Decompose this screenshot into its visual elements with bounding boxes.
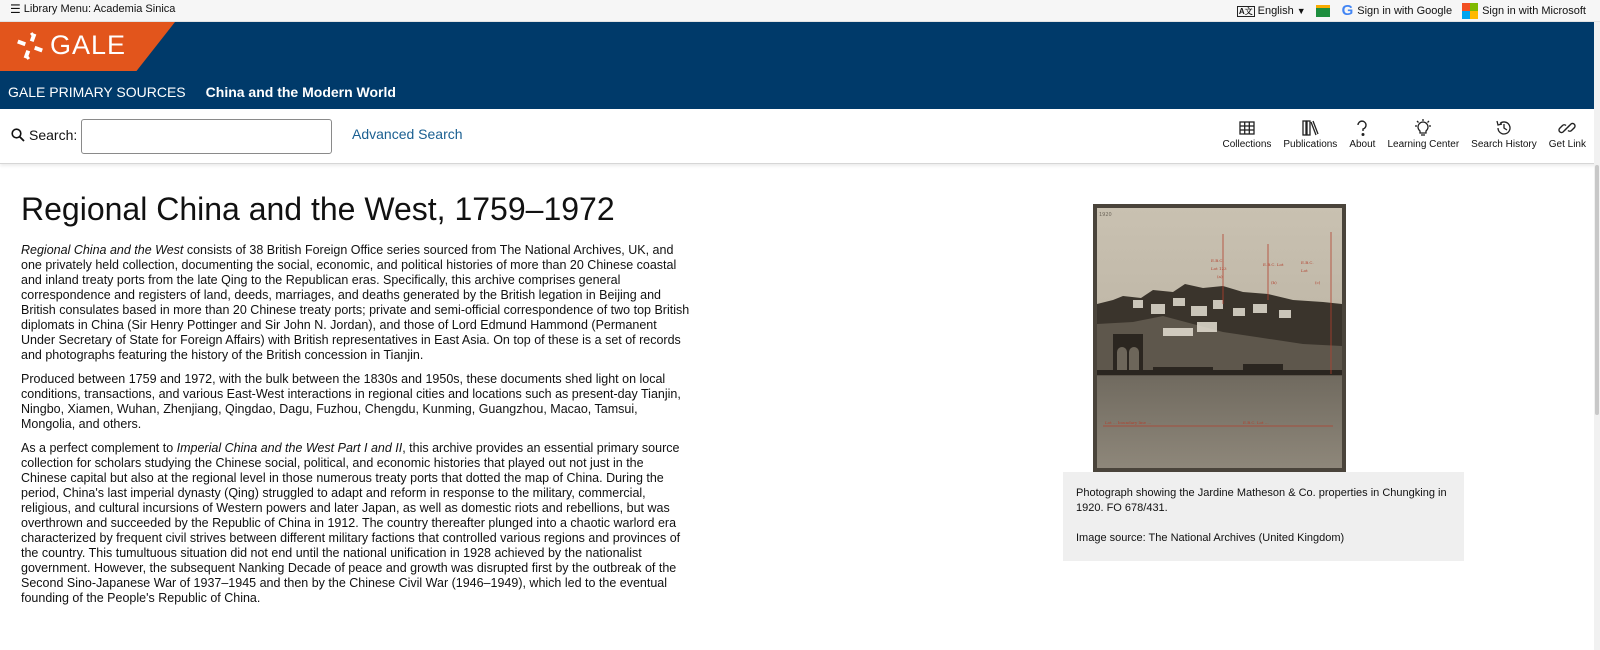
tool-label: Search History <box>1471 139 1537 150</box>
search-label <box>11 127 77 143</box>
svg-text:Lot: Lot <box>1301 268 1308 273</box>
books-icon <box>1300 118 1320 138</box>
svg-text:E.B.C. Lot: E.B.C. Lot <box>1263 262 1284 267</box>
svg-text:E.B.C.: E.B.C. <box>1211 258 1224 263</box>
tool-about[interactable] <box>1349 118 1375 150</box>
paragraph-3-lead: As a perfect complement to <box>21 441 177 455</box>
paragraph-3 <box>21 441 691 606</box>
gale-wordmark: GALE <box>50 30 127 60</box>
library-menu-label: Library Menu: Academia Sinica <box>23 3 176 15</box>
scrollbar-thumb[interactable] <box>1595 165 1599 415</box>
paragraph-2: Produced between 1759 and 1972, with the bulk between the 1830s and 1950s, these documents shed light on local conditions, transactions, and various East-West interactions in regional cities and locations such as present-day Tianjin, Ningbo, Xiamen, Wuhan, Zhenjiang, Qingdao, Dagu, Fuzhou, Chengdu, Kunming, Guangzhou, Macao, Tamsui, Mongolia, and others. <box>21 372 681 431</box>
collection-description <box>21 243 691 615</box>
tool-collections[interactable] <box>1222 118 1271 150</box>
archival-photograph[interactable] <box>1093 204 1346 472</box>
hamburger-icon: ☰ <box>10 2 21 16</box>
google-sign-in-label: Sign in with Google <box>1357 5 1453 17</box>
advanced-search-link[interactable]: Advanced Search <box>352 126 463 142</box>
header-nav <box>8 84 396 100</box>
paragraph-3-text: , this archive provides an essential primary source collection for scholars studying the Chinese social, political, and economic histories that played out not just in the Chinese capital but also at the regional level in those numerous treaty ports that dotted the map of China. During the period, China's last imperial dynasty (Qing) struggled to adapt and reform in response to the military, commercial, religious, and cultural incursions of Western powers and later Japan, as well as domestic riots and rebellions, but was overthrown and succeeded by the Republic of China in 1912. The country thereafter plunged into a chaotic warlord era characterized by frequent civil strives between different military factions that controlled various regions and provinces of the country. This tumultuous situation did not end until the national unification in 1928 achieved by the nationalist government. However, the subsequent Nanking Decade of peace and growth was disrupted first by the outbreak of the Second Sino-Japanese War of 1937–1945 and then by the Chinese Civil War (1946–1949), which led to the eventual founding of the People's Republic of China. <box>21 441 681 605</box>
toolbar <box>1222 118 1586 150</box>
tool-label: Publications <box>1283 139 1338 150</box>
gale-primary-sources-link[interactable]: GALE PRIMARY SOURCES <box>8 84 186 100</box>
lightbulb-icon <box>1413 118 1433 138</box>
tool-publications[interactable] <box>1283 118 1337 150</box>
tool-label: Get Link <box>1548 139 1586 150</box>
language-label: English <box>1257 5 1294 17</box>
top-right-links <box>1237 1 1586 21</box>
photograph-illustration <box>1093 204 1346 472</box>
search-input[interactable] <box>81 119 332 154</box>
svg-text:1920: 1920 <box>1099 212 1112 218</box>
search-icon <box>11 128 25 142</box>
link-icon <box>1557 118 1577 138</box>
svg-text:(a): (a) <box>1217 274 1223 279</box>
google-icon: G <box>1341 2 1354 19</box>
microsoft-sign-in-label: Sign in with Microsoft <box>1482 5 1586 17</box>
search-label-text: Search: <box>29 127 78 143</box>
figure-caption <box>1063 472 1464 561</box>
svg-text:(b): (b) <box>1271 280 1277 285</box>
microsoft-sign-in[interactable] <box>1462 3 1586 19</box>
question-icon <box>1352 118 1372 138</box>
tool-get-link[interactable] <box>1549 118 1586 150</box>
figure-source-text: Image source: The National Archives (United Kingdom) <box>1076 532 1345 544</box>
site-header <box>0 22 1600 109</box>
svg-text:Lot 123: Lot 123 <box>1211 266 1227 271</box>
history-icon <box>1494 118 1514 138</box>
google-sign-in[interactable] <box>1316 3 1452 19</box>
tool-search-history[interactable] <box>1471 118 1537 150</box>
svg-text:E.B.C. Lot ...: E.B.C. Lot ... <box>1243 420 1269 425</box>
svg-text:(c): (c) <box>1315 280 1321 285</box>
svg-text:Lot ... boundary line ...: Lot ... boundary line ... <box>1105 420 1152 425</box>
google-classroom-icon[interactable] <box>1316 5 1330 17</box>
svg-text:E.B.C.: E.B.C. <box>1301 260 1314 265</box>
paragraph-1 <box>21 243 691 363</box>
tool-learning-center[interactable] <box>1387 118 1459 150</box>
related-collection-italic: Imperial China and the West Part I and II <box>176 441 403 455</box>
gale-mark-icon <box>16 32 44 60</box>
figure-caption-text: Photograph showing the Jardine Matheson & Co. properties in Chungking in 1920. FO 678/431. <box>1076 487 1447 514</box>
product-title-link[interactable]: China and the Modern World <box>205 84 396 100</box>
tool-label: About <box>1349 139 1376 150</box>
caret-down-icon: ▼ <box>1296 6 1306 16</box>
paragraph-1-text: consists of 38 British Foreign Office series sourced from The National Archives, UK, and one privately held collection, documenting the social, economic, and political histories of more than 20 Chinese coastal and inland treaty ports from the late Qing to the Republican eras. Specifically, this archive comprises general correspondence and registers of land, deeds, marriages, and deaths generated by the British legation in Beijing and British consulates based in more than 20 Chinese treaty ports; private and semi-official correspondence of two top British diplomats in China (Sir Henry Pottinger and Sir John N. Jordan), and those of Lord Edmund Hammond (Permanent Under Secretary of State for Foreign Affairs) with British representatives in East Asia. On top of these is a set of records and photographs featuring the history of the British concession in Tianjin. <box>21 243 690 362</box>
microsoft-icon <box>1462 3 1478 19</box>
translate-icon: A文 <box>1238 6 1253 16</box>
gale-logo[interactable] <box>16 30 126 61</box>
tool-label: Learning Center <box>1387 139 1460 150</box>
grid-icon <box>1237 118 1257 138</box>
library-menu[interactable] <box>10 3 175 15</box>
tool-label: Collections <box>1222 139 1272 150</box>
collection-name-italic: Regional China and the West <box>21 243 184 257</box>
language-selector[interactable] <box>1237 5 1306 17</box>
top-utility-bar <box>0 0 1600 22</box>
search-bar <box>0 109 1600 164</box>
page-title: Regional China and the West, 1759–1972 <box>21 191 615 227</box>
